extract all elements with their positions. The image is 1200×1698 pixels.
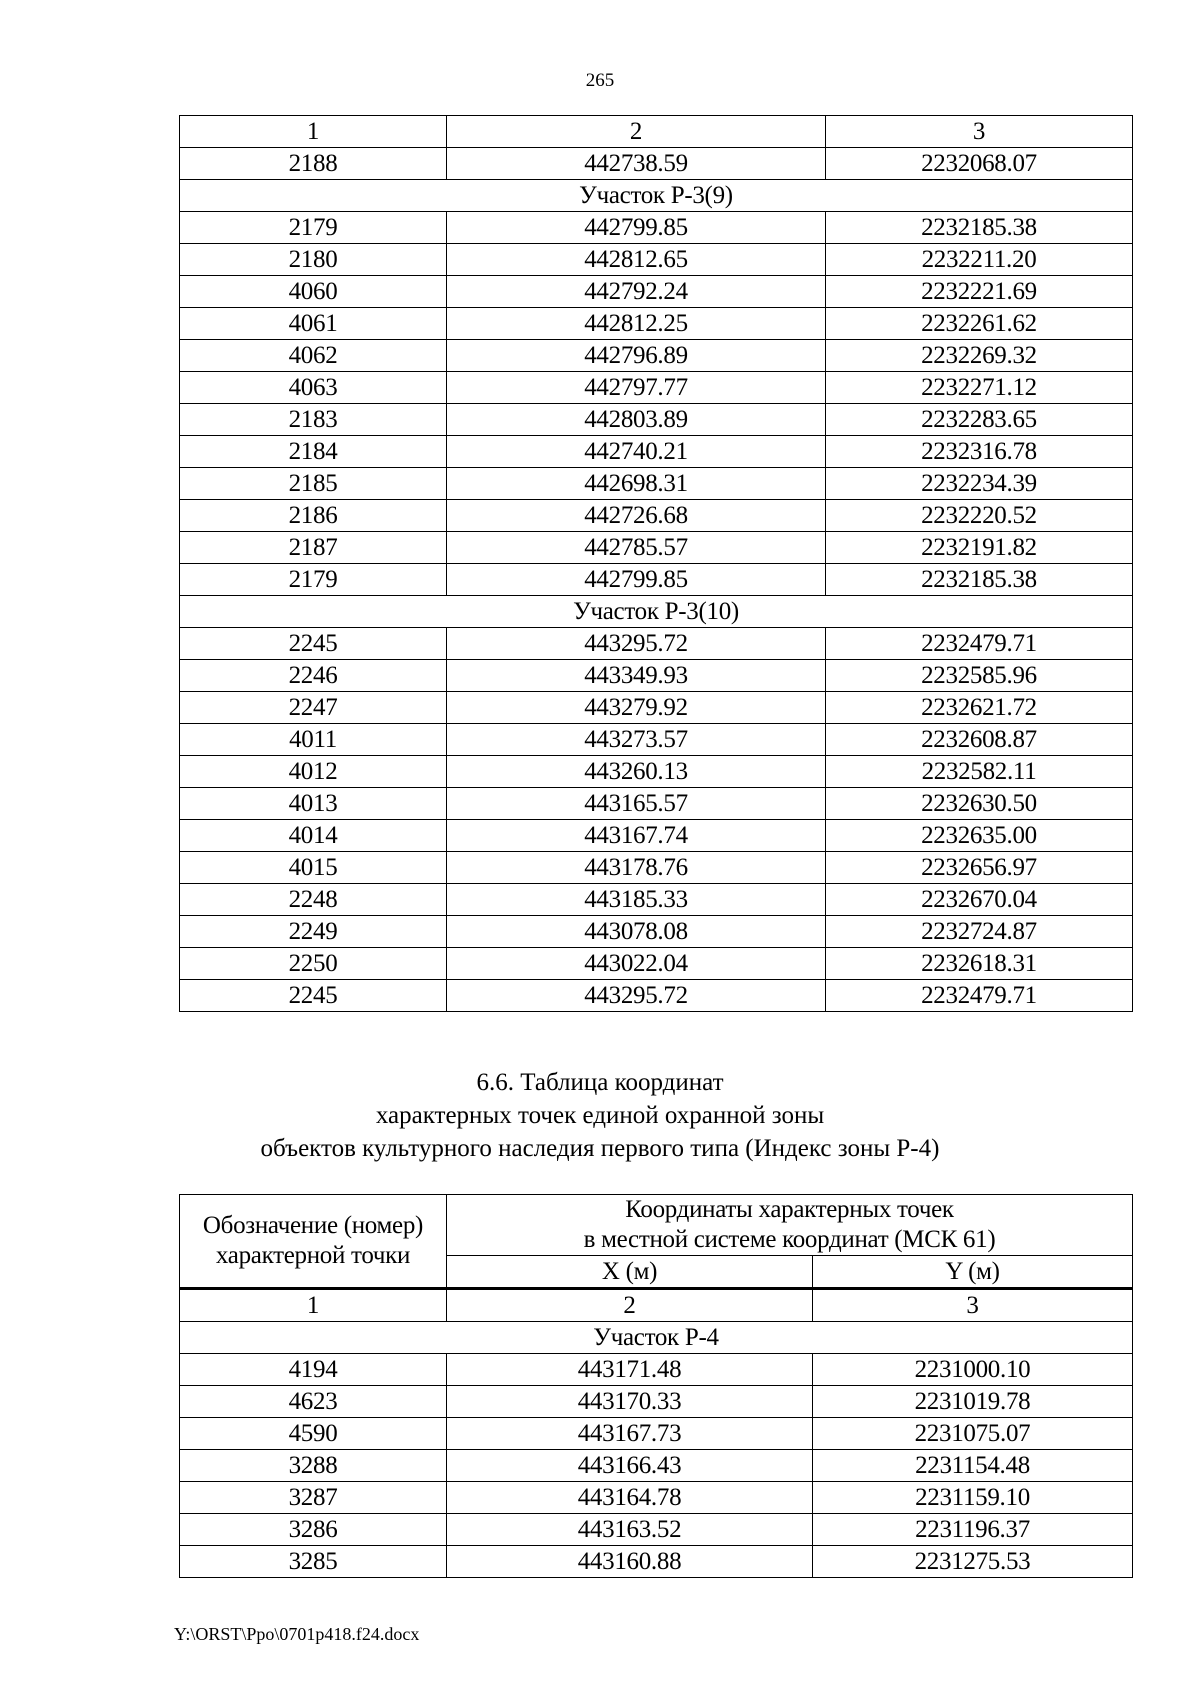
table-row [180,1386,1133,1418]
table-row [180,1546,1133,1578]
x-coordinate-cell: 443163.52 [447,1514,813,1546]
table-row [180,692,1133,724]
table-row [180,404,1133,436]
y-coordinate-cell: 2232271.12 [826,372,1133,404]
x-coordinate-cell: 443165.57 [447,788,826,820]
point-number-cell: 2179 [180,564,447,596]
y-coordinate-cell: 2231275.53 [813,1546,1133,1578]
y-coordinate-cell: 2232670.04 [826,884,1133,916]
y-coordinate-cell: 2232618.31 [826,948,1133,980]
x-coordinate-cell: 443170.33 [447,1386,813,1418]
x-coordinate-cell: 443166.43 [447,1450,813,1482]
y-coordinate-cell: 2232220.52 [826,500,1133,532]
column-number: 2 [447,1289,813,1322]
y-coordinate-cell: 2232269.32 [826,340,1133,372]
x-coordinate-cell: 443167.73 [447,1418,813,1450]
column-number-row [180,1289,1133,1322]
table-row [180,564,1133,596]
y-coordinate-cell: 2232479.71 [826,980,1133,1012]
point-number-cell: 2187 [180,532,447,564]
y-coordinate-cell: 2232261.62 [826,308,1133,340]
y-coordinate-cell: 2232635.00 [826,820,1133,852]
point-number-cell: 2250 [180,948,447,980]
point-number-cell: 2248 [180,884,447,916]
point-number-cell: 2183 [180,404,447,436]
x-coordinate-cell: 442799.85 [447,212,826,244]
point-number-cell: 2249 [180,916,447,948]
y-header: Y (м) [813,1256,1133,1289]
y-coordinate-cell: 2231159.10 [813,1482,1133,1514]
point-number-cell: 2184 [180,436,447,468]
y-coordinate-cell: 2232724.87 [826,916,1133,948]
point-number-cell: 4011 [180,724,447,756]
x-coordinate-cell: 442698.31 [447,468,826,500]
x-coordinate-cell: 442799.85 [447,564,826,596]
coordinates-table-p3 [179,115,1133,1012]
table-row [180,1514,1133,1546]
point-number-cell: 2247 [180,692,447,724]
x-coordinate-cell: 443279.92 [447,692,826,724]
y-coordinate-cell: 2232630.50 [826,788,1133,820]
x-coordinate-cell: 442812.25 [447,308,826,340]
x-coordinate-cell: 443349.93 [447,660,826,692]
y-coordinate-cell: 2232582.11 [826,756,1133,788]
point-number-cell: 3286 [180,1514,447,1546]
column-number: 1 [180,1289,447,1322]
point-number-cell: 4194 [180,1354,447,1386]
table-row [180,148,1133,180]
x-coordinate-cell: 442740.21 [447,436,826,468]
section-title [0,1066,1200,1165]
x-coordinate-cell: 442726.68 [447,500,826,532]
x-coordinate-cell: 443160.88 [447,1546,813,1578]
y-coordinate-cell: 2232585.96 [826,660,1133,692]
column-number: 3 [826,116,1133,148]
coordinates-header-line: Координаты характерных точек [625,1196,954,1223]
table-row [180,372,1133,404]
x-coordinate-cell: 443260.13 [447,756,826,788]
section-row [180,596,1133,628]
point-number-cell: 4013 [180,788,447,820]
x-coordinate-cell: 443295.72 [447,628,826,660]
point-number-cell: 4061 [180,308,447,340]
point-number-cell: 3285 [180,1546,447,1578]
table-row [180,916,1133,948]
file-path-footer: Y:\ORST\Ppo\0701p418.f24.docx [174,1624,420,1644]
x-coordinate-cell: 443273.57 [447,724,826,756]
table-row [180,468,1133,500]
table-row [180,340,1133,372]
x-coordinate-cell: 443078.08 [447,916,826,948]
table-row [180,724,1133,756]
table-row [180,980,1133,1012]
point-number-cell: 2185 [180,468,447,500]
y-coordinate-cell: 2231019.78 [813,1386,1133,1418]
point-number-cell: 4623 [180,1386,447,1418]
y-coordinate-cell: 2232234.39 [826,468,1133,500]
table-row [180,276,1133,308]
table-row [180,948,1133,980]
x-coordinate-cell: 443022.04 [447,948,826,980]
point-number-cell: 2180 [180,244,447,276]
y-coordinate-cell: 2232608.87 [826,724,1133,756]
x-coordinate-cell: 442792.24 [447,276,826,308]
table-row [180,628,1133,660]
y-coordinate-cell: 2231075.07 [813,1418,1133,1450]
table-row [180,788,1133,820]
point-number-cell: 3288 [180,1450,447,1482]
point-designation-header: Обозначение (номер) характерной точки [180,1195,447,1289]
section-title-line: 6.6. Таблица координат [476,1069,724,1096]
point-number-cell: 3287 [180,1482,447,1514]
table-row [180,500,1133,532]
table-row [180,436,1133,468]
point-number-cell: 2246 [180,660,447,692]
y-coordinate-cell: 2231000.10 [813,1354,1133,1386]
table-row [180,884,1133,916]
table-row [180,852,1133,884]
x-coordinate-cell: 442738.59 [447,148,826,180]
y-coordinate-cell: 2232068.07 [826,148,1133,180]
point-number-cell: 4063 [180,372,447,404]
table-row [180,820,1133,852]
table-row [180,1418,1133,1450]
y-coordinate-cell: 2232621.72 [826,692,1133,724]
x-coordinate-cell: 442797.77 [447,372,826,404]
section-label: Участок Р-3(10) [180,596,1133,628]
table-row [180,532,1133,564]
x-coordinate-cell: 442812.65 [447,244,826,276]
x-coordinate-cell: 443295.72 [447,980,826,1012]
coordinates-table-p4 [179,1194,1133,1578]
section-label: Участок Р-3(9) [180,180,1133,212]
column-number: 2 [447,116,826,148]
section-title-line: характерных точек единой охранной зоны [375,1102,825,1129]
y-coordinate-cell: 2232656.97 [826,852,1133,884]
point-number-cell: 4014 [180,820,447,852]
point-number-cell: 4012 [180,756,447,788]
point-number-cell: 4060 [180,276,447,308]
coordinates-header-line: в местной системе координат (МСК 61) [583,1226,996,1253]
x-coordinate-cell: 442785.57 [447,532,826,564]
column-number-row [180,116,1133,148]
section-row [180,1322,1133,1354]
y-coordinate-cell: 2232185.38 [826,212,1133,244]
table-row [180,212,1133,244]
y-coordinate-cell: 2232316.78 [826,436,1133,468]
section-title-line: объектов культурного наследия первого типа (Индекс зоны Р-4) [260,1135,940,1162]
y-coordinate-cell: 2232185.38 [826,564,1133,596]
column-number: 1 [180,116,447,148]
point-number-cell: 4590 [180,1418,447,1450]
y-coordinate-cell: 2232283.65 [826,404,1133,436]
table-row [180,660,1133,692]
point-number-cell: 2245 [180,980,447,1012]
table-row [180,244,1133,276]
section-row [180,180,1133,212]
table-row [180,1482,1133,1514]
table-row [180,308,1133,340]
point-number-cell: 4062 [180,340,447,372]
coordinates-header [447,1195,1133,1256]
page-number: 265 [585,70,615,91]
table-header-row [180,1195,1133,1256]
point-number-cell: 2186 [180,500,447,532]
x-coordinate-cell: 443185.33 [447,884,826,916]
section-label: Участок Р-4 [180,1322,1133,1354]
x-coordinate-cell: 443178.76 [447,852,826,884]
x-header: X (м) [447,1256,813,1289]
y-coordinate-cell: 2231196.37 [813,1514,1133,1546]
x-coordinate-cell: 443171.48 [447,1354,813,1386]
y-coordinate-cell: 2232479.71 [826,628,1133,660]
column-number: 3 [813,1289,1133,1322]
table-row [180,1354,1133,1386]
table-row [180,1450,1133,1482]
point-number-cell: 4015 [180,852,447,884]
y-coordinate-cell: 2232211.20 [826,244,1133,276]
point-number-cell: 2179 [180,212,447,244]
y-coordinate-cell: 2231154.48 [813,1450,1133,1482]
y-coordinate-cell: 2232221.69 [826,276,1133,308]
x-coordinate-cell: 443164.78 [447,1482,813,1514]
x-coordinate-cell: 442803.89 [447,404,826,436]
table-row [180,756,1133,788]
y-coordinate-cell: 2232191.82 [826,532,1133,564]
x-coordinate-cell: 442796.89 [447,340,826,372]
x-coordinate-cell: 443167.74 [447,820,826,852]
point-number-cell: 2188 [180,148,447,180]
point-number-cell: 2245 [180,628,447,660]
